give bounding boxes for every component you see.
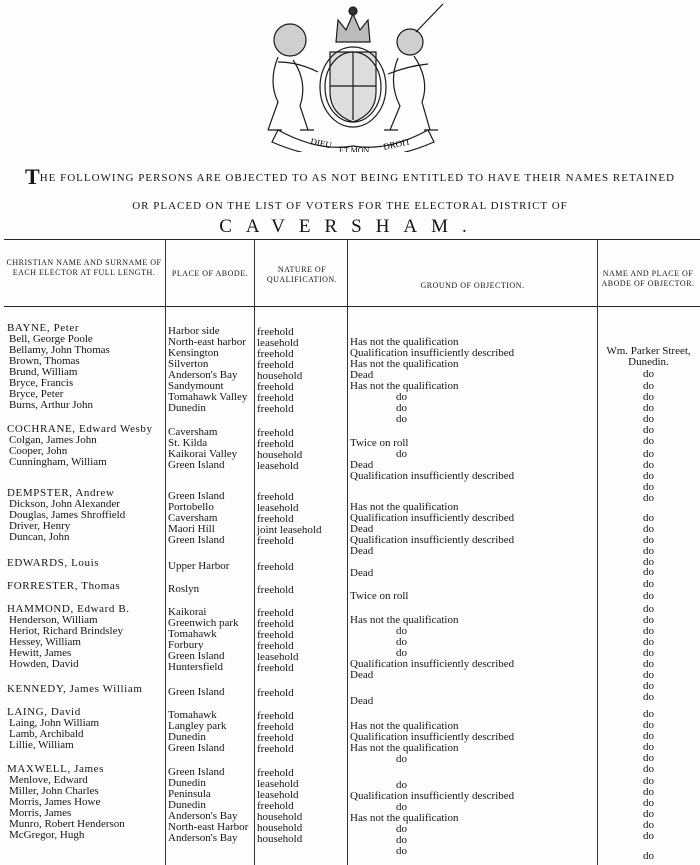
ground-of-objection: Twice on roll <box>350 437 409 449</box>
elector-name: Laing, John William <box>9 717 100 729</box>
ground-of-objection: Qualification insufficiently described <box>350 347 515 359</box>
place-of-abode: Tomahawk <box>168 628 217 640</box>
objector: do <box>643 669 654 681</box>
elector-name: BAYNE, Peter <box>7 322 80 334</box>
place-of-abode: Green Island <box>168 766 225 778</box>
elector-name: Lamb, Archibald <box>9 728 84 740</box>
objector: do <box>643 691 654 703</box>
ground-of-objection: Has not the qualification <box>350 720 459 732</box>
place-of-abode: Roslyn <box>168 583 200 595</box>
qualification: leasehold <box>257 778 299 790</box>
objector: do <box>643 680 654 692</box>
elector-name: Howden, David <box>9 658 79 670</box>
qualification: household <box>257 370 303 382</box>
objector: do <box>643 435 654 447</box>
objector: do <box>643 534 654 546</box>
elector-name: McGregor, Hugh <box>9 829 85 841</box>
ground-of-objection: do <box>396 779 407 791</box>
objector: do <box>643 636 654 648</box>
ground-of-objection: Qualification insufficiently described <box>350 534 515 546</box>
qualification: freehold <box>257 607 294 619</box>
objector: do <box>643 512 654 524</box>
qualification: freehold <box>257 710 294 722</box>
ground-of-objection: Has not the qualification <box>350 742 459 754</box>
qualification: freehold <box>257 427 294 439</box>
place-of-abode: Kensington <box>168 347 219 359</box>
place-of-abode: Kaikorai <box>168 606 207 618</box>
elector-name: Bell, George Poole <box>9 333 93 345</box>
heading-text: HE FOLLOWING PERSONS ARE OBJECTED TO AS NOT BEING ENTITLED TO HAVE THEIR NAMES RETAINED <box>39 172 675 184</box>
qualification: freehold <box>257 662 294 674</box>
svg-text:DROIT: DROIT <box>382 136 412 152</box>
elector-name: Duncan, John <box>9 531 70 543</box>
place-of-abode: Silverton <box>168 358 209 370</box>
ground-of-objection: Has not the qualification <box>350 501 459 513</box>
place-of-abode: Kaikorai Valley <box>168 448 238 460</box>
elector-name: Munro, Robert Henderson <box>9 818 125 830</box>
place-of-abode: Dunedin <box>168 402 206 414</box>
elector-name: Menlove, Edward <box>9 774 88 786</box>
objector: do <box>643 658 654 670</box>
elector-name: Lillie, William <box>9 739 74 751</box>
objector: do <box>643 368 654 380</box>
qualification: household <box>257 833 303 845</box>
elector-name: EDWARDS, Louis <box>7 557 100 569</box>
qualification: household <box>257 449 303 461</box>
ground-of-objection: Dead <box>350 369 374 381</box>
objector: do <box>643 786 654 798</box>
qualification: leasehold <box>257 651 299 663</box>
elector-name: Hewitt, James <box>9 647 72 659</box>
place-of-abode: Portobello <box>168 501 214 513</box>
qualification: freehold <box>257 513 294 525</box>
elector-name: FORRESTER, Thomas <box>7 580 121 592</box>
qualification: freehold <box>257 800 294 812</box>
ground-of-objection: do <box>396 647 407 659</box>
elector-name: Bellamy, John Thomas <box>9 344 110 356</box>
ground-of-objection: do <box>396 801 407 813</box>
objector: do <box>643 741 654 753</box>
qualification: freehold <box>257 348 294 360</box>
place-of-abode: Huntersfield <box>168 661 223 673</box>
objector: do <box>643 380 654 392</box>
elector-name: Bryce, Francis <box>9 377 74 389</box>
ground-of-objection: Dead <box>350 459 374 471</box>
column-header-ground: GROUND OF OBJECTION. <box>420 281 525 290</box>
place-of-abode: Green Island <box>168 742 225 754</box>
objector: do <box>643 719 654 731</box>
ground-of-objection: do <box>396 834 407 846</box>
ground-of-objection: Qualification insufficiently described <box>350 731 515 743</box>
elector-name: Hessey, William <box>9 636 81 648</box>
ground-of-objection: Dead <box>350 669 374 681</box>
place-of-abode: Upper Harbor <box>168 560 230 572</box>
elector-name: Heriot, Richard Brindsley <box>9 625 123 637</box>
ground-of-objection: do <box>396 448 407 460</box>
place-of-abode: Green Island <box>168 686 225 698</box>
ground-of-objection: do <box>396 753 407 765</box>
objector: do <box>643 424 654 436</box>
objector: do <box>643 830 654 842</box>
qualification: freehold <box>257 618 294 630</box>
elector-name: Brown, Thomas <box>9 355 80 367</box>
objector: do <box>643 448 654 460</box>
objector: do <box>643 391 654 403</box>
place-of-abode: Sandymount <box>168 380 224 392</box>
qualification: freehold <box>257 381 294 393</box>
place-of-abode: Peninsula <box>168 788 211 800</box>
objector: do <box>643 578 654 590</box>
svg-text:DIEU: DIEU <box>309 136 333 151</box>
elector-name: HAMMOND, Edward B. <box>7 603 130 615</box>
place-of-abode: Tomahawk Valley <box>168 391 248 403</box>
elector-name: KENNEDY, James William <box>7 683 143 695</box>
qualification: freehold <box>257 392 294 404</box>
elector-name: Dickson, John Alexander <box>9 498 120 510</box>
objector: do <box>643 708 654 720</box>
qualification: leasehold <box>257 502 299 514</box>
drop-cap: T <box>25 164 40 189</box>
objector: do <box>643 413 654 425</box>
ground-of-objection: Dead <box>350 545 374 557</box>
elector-name: Douglas, James Shroffield <box>9 509 126 521</box>
column-header-abode: PLACE OF ABODE. <box>171 269 249 278</box>
elector-name: Brund, William <box>9 366 78 378</box>
qualification: freehold <box>257 326 294 338</box>
ground-of-objection: Has not the qualification <box>350 358 459 370</box>
place-of-abode: North-east Harbor <box>168 821 249 833</box>
objector: do <box>643 545 654 557</box>
objector: do <box>643 566 654 578</box>
table-top-rule <box>4 239 700 240</box>
column-divider <box>254 240 255 865</box>
objector: Dunedin. <box>628 356 669 368</box>
objector: do <box>643 647 654 659</box>
objector: do <box>643 402 654 414</box>
elector-name: Colgan, James John <box>9 434 97 446</box>
ground-of-objection: Twice on roll <box>350 590 409 602</box>
elector-name: Henderson, William <box>9 614 98 626</box>
qualification: freehold <box>257 629 294 641</box>
elector-name: LAING, David <box>7 706 81 718</box>
ground-of-objection: Dead <box>350 523 374 535</box>
ground-of-objection: do <box>396 636 407 648</box>
place-of-abode: Anderson's Bay <box>168 832 238 844</box>
place-of-abode: Green Island <box>168 459 225 471</box>
column-divider <box>347 240 348 865</box>
objector: do <box>643 819 654 831</box>
column-header-name: CHRISTIAN NAME AND SURNAME OF EACH ELECTOR AT FULL LENGTH. <box>6 258 162 277</box>
elector-name: Miller, John Charles <box>9 785 99 797</box>
ground-of-objection: do <box>396 845 407 857</box>
place-of-abode: Greenwich park <box>168 617 239 629</box>
ground-of-objection: Qualification insufficiently described <box>350 658 515 670</box>
elector-name: Morris, James <box>9 807 72 819</box>
place-of-abode: Green Island <box>168 534 225 546</box>
place-of-abode: Green Island <box>168 650 225 662</box>
place-of-abode: Anderson's Bay <box>168 810 238 822</box>
objector: do <box>643 797 654 809</box>
notice-heading-line1 <box>0 164 700 190</box>
qualification: freehold <box>257 721 294 733</box>
qualification: freehold <box>257 732 294 744</box>
place-of-abode: North-east harbor <box>168 336 246 348</box>
svg-text:ET MON: ET MON <box>339 146 370 152</box>
qualification: freehold <box>257 584 294 596</box>
ground-of-objection: do <box>396 402 407 414</box>
ground-of-objection: do <box>396 625 407 637</box>
place-of-abode: St. Kilda <box>168 437 208 449</box>
place-of-abode: Harbor side <box>168 325 220 337</box>
ground-of-objection: do <box>396 823 407 835</box>
qualification: leasehold <box>257 789 299 801</box>
objector: do <box>643 730 654 742</box>
objector: do <box>643 492 654 504</box>
ground-of-objection: Has not the qualification <box>350 380 459 392</box>
objector: do <box>643 775 654 787</box>
qualification: freehold <box>257 687 294 699</box>
ground-of-objection: Qualification insufficiently described <box>350 512 515 524</box>
ground-of-objection: Dead <box>350 567 374 579</box>
qualification: freehold <box>257 561 294 573</box>
column-header-qualification: NATURE OF QUALIFICATION. <box>266 265 338 284</box>
ground-of-objection: Qualification insufficiently described <box>350 470 515 482</box>
objector: do <box>643 603 654 615</box>
objector: do <box>643 763 654 775</box>
elector-name: Cunningham, William <box>9 456 107 468</box>
qualification: freehold <box>257 438 294 450</box>
elector-name: DEMPSTER, Andrew <box>7 487 115 499</box>
ground-of-objection: Dead <box>350 695 374 707</box>
qualification: freehold <box>257 640 294 652</box>
ground-of-objection: do <box>396 391 407 403</box>
objector: do <box>643 808 654 820</box>
objector: do <box>643 752 654 764</box>
place-of-abode: Maori Hill <box>168 523 215 535</box>
notice-heading-line2: OR PLACED ON THE LIST OF VOTERS FOR THE ELECTORAL DISTRICT OF <box>132 200 568 212</box>
objector: do <box>643 523 654 535</box>
ground-of-objection: Qualification insufficiently described <box>350 790 515 802</box>
objector: do <box>643 556 654 568</box>
place-of-abode: Anderson's Bay <box>168 369 238 381</box>
elector-name: COCHRANE, Edward Wesby <box>7 423 153 435</box>
place-of-abode: Dunedin <box>168 731 206 743</box>
objector: Wm. Parker Street, <box>606 345 691 357</box>
objector: do <box>643 470 654 482</box>
objector: do <box>643 459 654 471</box>
column-header-objector: NAME AND PLACE OF ABODE OF OBJECTOR. <box>601 269 695 288</box>
elector-name: Driver, Henry <box>9 520 71 532</box>
place-of-abode: Green Island <box>168 490 225 502</box>
elector-name: Morris, James Howe <box>9 796 101 808</box>
place-of-abode: Caversham <box>168 426 218 438</box>
elector-name: Burns, Arthur John <box>9 399 94 411</box>
header-bottom-rule <box>4 306 700 307</box>
qualification: freehold <box>257 403 294 415</box>
district-title: CAVERSHAM. <box>219 216 481 237</box>
qualification: leasehold <box>257 337 299 349</box>
qualification: freehold <box>257 491 294 503</box>
ground-of-objection: Has not the qualification <box>350 336 459 348</box>
qualification: household <box>257 822 303 834</box>
qualification: leasehold <box>257 460 299 472</box>
column-divider <box>165 240 166 865</box>
place-of-abode: Dunedin <box>168 799 206 811</box>
qualification: joint leasehold <box>257 524 322 536</box>
qualification: freehold <box>257 743 294 755</box>
place-of-abode: Caversham <box>168 512 218 524</box>
objector: do <box>643 850 654 862</box>
qualification: freehold <box>257 535 294 547</box>
ground-of-objection: do <box>396 413 407 425</box>
royal-coat-of-arms <box>238 2 468 152</box>
qualification: freehold <box>257 767 294 779</box>
elector-name: Cooper, John <box>9 445 68 457</box>
place-of-abode: Forbury <box>168 639 204 651</box>
ground-of-objection: Has not the qualification <box>350 614 459 626</box>
ground-of-objection: Has not the qualification <box>350 812 459 824</box>
place-of-abode: Dunedin <box>168 777 206 789</box>
elector-name: MAXWELL, James <box>7 763 104 775</box>
place-of-abode: Langley park <box>168 720 227 732</box>
elector-name: Bryce, Peter <box>9 388 64 400</box>
objector: do <box>643 481 654 493</box>
qualification: household <box>257 811 303 823</box>
place-of-abode: Tomahawk <box>168 709 217 721</box>
objector: do <box>643 614 654 626</box>
qualification: freehold <box>257 359 294 371</box>
objector: do <box>643 590 654 602</box>
objector: do <box>643 625 654 637</box>
